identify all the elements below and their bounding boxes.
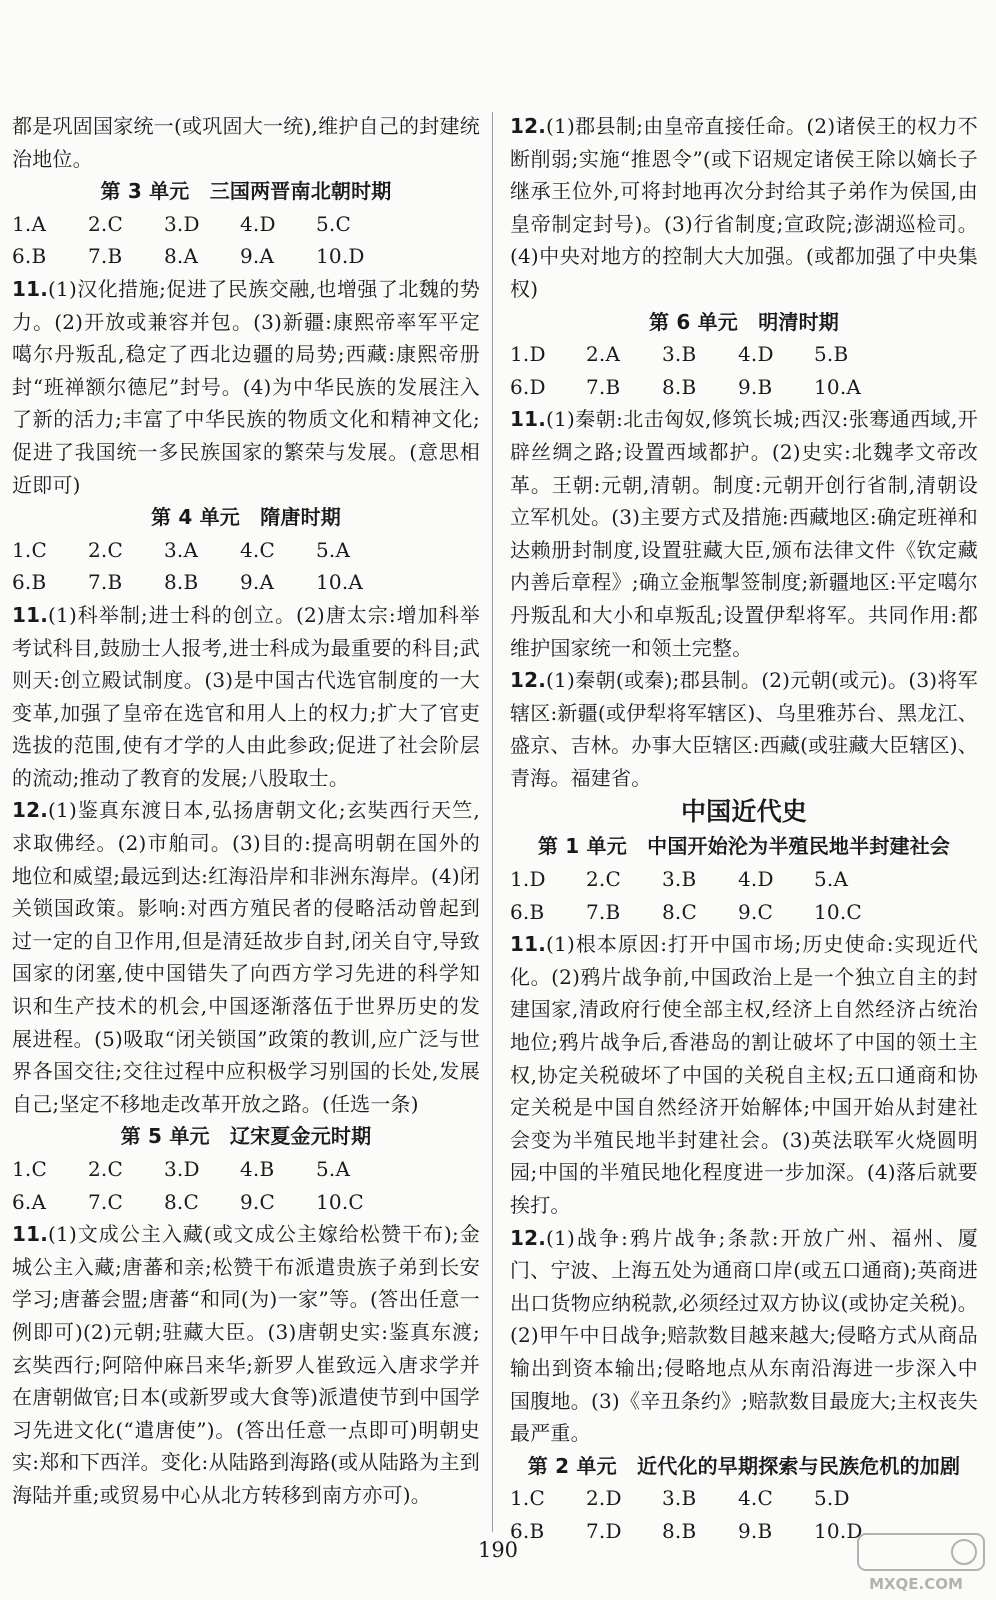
- answer-row: [12, 208, 480, 241]
- answer: 8.B: [164, 570, 199, 595]
- question-number: 11.: [12, 276, 49, 301]
- answer: 3.A: [164, 537, 199, 562]
- answer: 4.D: [738, 867, 774, 892]
- answer-text: (1)郡县制;由皇帝直接任命。(2)诸侯王的权力不断削弱;实施“推恩令”(或下诏规定诸侯王除以嫡长子继承王位外,可将封地再次分封给其子弟作为侯国,由皇帝制定封号)。(3)行省制度;宣政院;澎湖巡检司。(4)中央对地方的控制大大加强。(或都加强了中央集权): [510, 114, 978, 301]
- answer: 5.A: [316, 537, 351, 562]
- answer-paragraph: [12, 599, 480, 795]
- answer-row: [12, 1186, 480, 1219]
- answer-paragraph: [510, 403, 978, 664]
- answer: 10.A: [814, 374, 862, 399]
- answer: 9.B: [738, 374, 773, 399]
- answer: 1.D: [510, 867, 546, 892]
- page-number: 190: [477, 1538, 519, 1562]
- answer-paragraph: [12, 794, 480, 1120]
- answer-paragraph: [510, 110, 978, 306]
- left-column: [12, 110, 480, 1512]
- answer: 5.C: [316, 211, 351, 236]
- answer: 3.B: [662, 342, 697, 367]
- answer: 3.D: [164, 211, 200, 236]
- answer: 1.A: [12, 211, 47, 236]
- answer: 5.A: [814, 867, 849, 892]
- answer-text: (1)科举制;进士科的创立。(2)唐太宗:增加科举考试科目,鼓励士人报考,进士科成为最重要的科目;武则天:创立殿试制度。(3)是中国古代选官制度的一大变革,加强了皇帝在选官和用人上的权力;扩大了官吏选拔的范围,使有才学的人由此参政;促进了社会阶层的流动;推动了教育的发展;八股取士。: [12, 602, 480, 790]
- answer: 8.C: [164, 1189, 199, 1214]
- answer: 10.D: [316, 244, 365, 269]
- answer-row: [510, 338, 978, 371]
- answer: 9.C: [240, 1189, 275, 1214]
- question-number: 11.: [510, 407, 547, 432]
- answer: 9.C: [738, 899, 773, 924]
- answer: 1.C: [12, 1157, 47, 1181]
- answer: 7.B: [586, 899, 621, 924]
- answer: 10.A: [316, 570, 364, 595]
- answer-paragraph: [12, 273, 480, 501]
- answer: 6.B: [510, 1518, 545, 1543]
- answer: 7.B: [88, 570, 123, 595]
- answer: 6.D: [510, 374, 546, 399]
- answer: 5.D: [814, 1486, 850, 1511]
- answer-row: [510, 896, 978, 929]
- question-number: 11.: [12, 1222, 49, 1247]
- answer: 6.B: [12, 570, 47, 595]
- answer: 10.D: [814, 1518, 863, 1543]
- answer-text: (1)根本原因:打开中国市场;历史使命:实现近代化。(2)鸦片战争前,中国政治上是一个独立自主的封建国家,清政府行使全部主权,经济上自然经济占统治地位;鸦片战争后,香港岛的割让破坏了中国的领土主权,协定关税破坏了中国的关税自主权;五口通商和协定关税是中国自然经济开始解体;中国开始从封建社会变为半殖民地半封建社会。(3)英法联军火烧圆明园;中国的半殖民地化程度进一步加深。(4)落后就要挨打。: [510, 932, 978, 1217]
- answer-row: [12, 240, 480, 273]
- answer: 1.D: [510, 342, 546, 367]
- answer-row: [12, 566, 480, 599]
- paragraph: 都是巩固国家统一(或巩固大一统),维护自己的封建统治地位。: [12, 114, 480, 171]
- answer: 5.B: [814, 342, 849, 367]
- answer: 4.C: [738, 1486, 773, 1511]
- answer-row: [12, 534, 480, 567]
- answer-row: [510, 1482, 978, 1515]
- answer-paragraph: [510, 664, 978, 794]
- answer: 10.C: [316, 1189, 364, 1214]
- answer: 4.C: [240, 537, 275, 562]
- answer: 6.B: [12, 244, 47, 269]
- answer: 7.B: [88, 244, 123, 269]
- answer: 2.A: [586, 342, 621, 367]
- answer: 9.A: [240, 244, 275, 269]
- answer-text: (1)鉴真东渡日本,弘扬唐朝文化;玄奘西行天竺,求取佛经。(2)市舶司。(3)目的:提高明朝在国外的地位和威望;最远到达:红海沿岸和非洲东海岸。(4)闭关锁国政策。影响:对西方殖民者的侵略活动曾起到过一定的自卫作用,但是清廷故步自封,闭关自守,导致国家的闭塞,使中国错失了向西方学习先进的科学知识和生产技术的机会,中国逐渐落伍于世界历史的发展进程。(5)吸取“闭关锁国”政策的教训,应广泛与世界各国交往;交往过程中应积极学习别国的长处,发展自己;坚定不移地走改革开放之路。(任选一条): [12, 798, 480, 1116]
- question-number: 11.: [510, 932, 547, 957]
- answer-text: (1)秦朝:北击匈奴,修筑长城;西汉:张骞通西域,开辟丝绸之路;设置西域都护。(2)史实:北魏孝文帝改革。王朝:元朝,清朝。制度:元朝开创行省制,清朝设立军机处。(3)主要方式及措施:西藏地区:确定班禅和达赖册封制度,设置驻藏大臣,颁布法律文件《钦定藏内善后章程》;确立金瓶掣签制度;新疆地区:平定噶尔丹叛乱和大小和卓叛乱;设置伊犁将军。共同作用:都维护国家统一和领土完整。: [510, 407, 978, 660]
- answer-paragraph: [12, 1218, 480, 1511]
- answer: 2.D: [586, 1486, 622, 1511]
- answer-text: (1)文成公主入藏(或文成公主嫁给松赞干布);金城公主入藏;唐蕃和亲;松赞干布派遣贵族子弟到长安学习;唐蕃会盟;唐蕃“和同(为)一家”等。(答出任意一例即可)(2)元朝;驻藏大臣。(3)唐朝史实:鉴真东渡;玄奘西行;阿陪仲麻吕来华;新罗人崔致远入唐求学并在唐朝做官;日本(或新罗或大食等)派遣使节到中国学习先进文化(“遣唐使”)。(答出任意一点即可)明朝史实:郑和下西洋。变化:从陆路到海路(或从陆路为主到海陆并重;或贸易中心从北方转移到南方亦可)。: [12, 1222, 480, 1507]
- question-number: 11.: [12, 602, 49, 627]
- answer: 8.A: [164, 244, 199, 269]
- answer: 10.C: [814, 899, 862, 924]
- unit-heading: 第 1 单元 中国开始沦为半殖民地半封建社会: [537, 834, 951, 859]
- answer-text: (1)战争:鸦片战争;条款:开放广州、福州、厦门、宁波、上海五处为通商口岸(或五口通商);英商进出口货物应纳税款,必须经过双方协议(或协定关税)。(2)甲午中日战争;赔款数目越来越大;侵略方式从商品输出到资本输出;侵略地点从东南沿海进一步深入中国腹地。(3)《辛丑条约》;赔款数目最庞大;主权丧失最严重。: [510, 1225, 978, 1446]
- answer: 2.C: [586, 867, 621, 892]
- question-number: 12.: [510, 114, 547, 138]
- answer-paragraph: [510, 928, 978, 1221]
- question-number: 12.: [12, 798, 49, 823]
- answer-text: (1)秦朝(或秦);郡县制。(2)元朝(或元)。(3)将军辖区:新疆(或伊犁将军辖区)、乌里雅苏台、黑龙江、盛京、吉林。办事大臣辖区:西藏(或驻藏大臣辖区)、青海。福建省。: [510, 668, 978, 790]
- answer: 8.B: [662, 1518, 697, 1543]
- column-divider: [492, 112, 493, 1532]
- answer: 7.B: [586, 374, 621, 399]
- answer: 8.B: [662, 374, 697, 399]
- answer: 9.A: [240, 570, 275, 595]
- answer: 4.B: [240, 1157, 275, 1181]
- answer: 4.D: [738, 342, 774, 367]
- answer-row: [510, 863, 978, 896]
- section-heading: 中国近代史: [680, 797, 807, 827]
- unit-heading: 第 3 单元 三国两晋南北朝时期: [100, 179, 392, 204]
- question-number: 12.: [510, 668, 547, 693]
- answer: 2.C: [88, 211, 123, 236]
- answer: 6.B: [510, 899, 545, 924]
- answer: 8.C: [662, 899, 697, 924]
- question-number: 12.: [510, 1225, 547, 1250]
- answer-text: (1)汉化措施;促进了民族交融,也增强了北魏的势力。(2)开放或兼容并包。(3)新疆:康熙帝率军平定噶尔丹叛乱,稳定了西北边疆的局势;西藏:康熙帝册封“班禅额尔德尼”封号。(4)为中华民族的发展注入了新的活力;丰富了中华民族的物质文化和精神文化;促进了我国统一多民族国家的繁荣与发展。(意思相近即可): [12, 276, 480, 497]
- answer-row: [12, 1153, 480, 1186]
- answer-paragraph: [510, 1222, 978, 1450]
- svg-text:MXQE.COM: MXQE.COM: [869, 1575, 963, 1593]
- answer: 2.C: [88, 1157, 123, 1181]
- right-column: [510, 110, 978, 1548]
- answer: 7.D: [586, 1518, 622, 1543]
- answer: 9.B: [738, 1518, 773, 1543]
- answer: 4.D: [240, 211, 276, 236]
- answer: 3.D: [164, 1157, 200, 1181]
- watermark-logo: [856, 1532, 986, 1594]
- answer: 5.A: [316, 1157, 351, 1181]
- answer: 1.C: [510, 1486, 545, 1511]
- answer: 2.C: [88, 537, 123, 562]
- answer-row: [510, 371, 978, 404]
- answer: 3.B: [662, 1486, 697, 1511]
- unit-heading: 第 6 单元 明清时期: [648, 309, 840, 334]
- unit-heading: 第 2 单元 近代化的早期探索与民族危机的加剧: [527, 1453, 961, 1478]
- unit-heading: 第 4 单元 隋唐时期: [150, 505, 342, 530]
- unit-heading: 第 5 单元 辽宋夏金元时期: [120, 1124, 372, 1149]
- answer: 1.C: [12, 537, 47, 562]
- answer: 7.C: [88, 1189, 123, 1214]
- answer: 6.A: [12, 1189, 47, 1214]
- answer: 3.B: [662, 867, 697, 892]
